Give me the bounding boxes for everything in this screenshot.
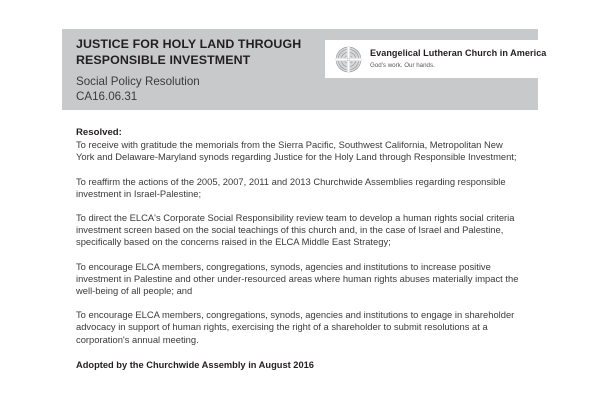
logo-text-group — [370, 48, 546, 70]
resolved-heading: Resolved: — [76, 127, 122, 138]
resolution-paragraph: To receive with gratitude the memorials from the Sierra Pacific, Southwest California, Metropolitan New York and Delaware-Maryland synods regarding Justice for the Holy Land through Responsible Investment; — [76, 139, 517, 163]
resolution-paragraph: To direct the ELCA's Corporate Social Responsibility review team to develop a human rights social criteria investment screen based on the social teachings of this church and, in the case of Israel and Palestine, specifically based on the concerns raised in the ELCA Middle East Strategy; — [76, 212, 515, 248]
document-header-band — [62, 29, 547, 110]
organization-name: Evangelical Lutheran Church in America — [370, 48, 547, 58]
adoption-statement: Adopted by the Churchwide Assembly in August 2016 — [76, 360, 314, 370]
resolution-paragraph: To encourage ELCA members, congregations, synods, agencies and institutions to increase positive investment in Palestine and other under-resourced areas where human rights abuses materially impact the well-being of all people; and — [76, 260, 519, 297]
elca-cross-emblem-icon — [335, 46, 362, 73]
page-title: JUSTICE FOR HOLY LAND THROUGH RESPONSIBLE INVESTMENT — [76, 37, 302, 67]
resolution-paragraph: To encourage ELCA members, congregations, synods, agencies and institutions to engage in shareholder advocacy in support of human rights, exercising the right of a shareholder to submit resolutions at a corporation's annual meeting. — [76, 309, 515, 345]
document-id: CA16.06.31 — [76, 89, 138, 103]
document-subtitle: Social Policy Resolution — [76, 75, 200, 88]
resolution-paragraph: To reaffirm the actions of the 2005, 2007, 2011 and 2013 Churchwide Assemblies regarding responsible investment in Israel-Palestine; — [76, 175, 506, 199]
organization-logo-lockup — [325, 40, 547, 78]
resolution-body — [76, 127, 522, 346]
organization-tagline: God's work. Our hands. — [370, 62, 435, 69]
header-title-group — [76, 37, 331, 104]
